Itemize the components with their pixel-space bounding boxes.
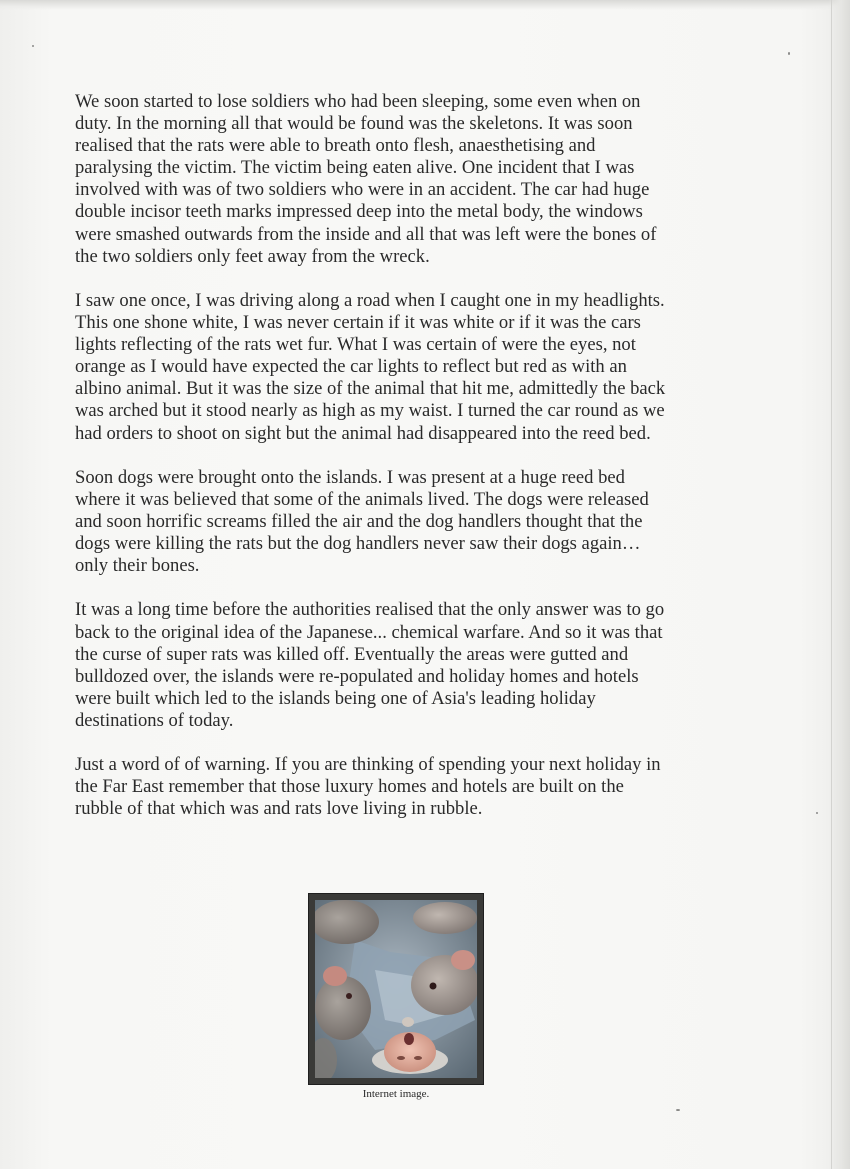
paper-top-edge xyxy=(0,0,850,10)
scan-speck xyxy=(788,52,790,55)
scan-speck xyxy=(676,1109,680,1111)
scan-speck xyxy=(32,45,34,47)
rats-photo xyxy=(315,900,477,1078)
paragraph: It was a long time before the authorities realised that the only answer was to go back to the original idea of the Japanese... chemical warfare. And so it was that the curse of super rats was killed off. Eventually the areas were gutted and bulldozed over, the islands were re-populated and holiday homes and hotels were built which led to the islands being one of Asia's leading holiday destinations of today. xyxy=(75,599,665,731)
rats-photo-image xyxy=(315,900,477,1078)
scan-speck xyxy=(816,812,818,814)
figure-caption: Internet image. xyxy=(362,1088,430,1100)
paragraph: We soon started to lose soldiers who had been sleeping, some even when on duty. In the morning all that would be found was the skeletons. It was soon realised that the rats were able to breath onto flesh, anaesthetising and paralysing the victim. The victim being eaten alive. One incident that I was involved with was of two soldiers who were in an accident. The car had huge double incisor teeth marks impressed deep into the metal body, the windows were smashed outwards from the inside and all that was left were the bones of the two soldiers only feet away from the wreck. xyxy=(75,91,657,267)
paragraph: Just a word of of warning. If you are thinking of spending your next holiday in the Far East remember that those luxury homes and hotels are built on the rubble of that which was and rats love living in rubble. xyxy=(75,754,661,820)
paper-fold-line xyxy=(831,0,832,1169)
document-body xyxy=(75,91,775,843)
rats-photo-frame xyxy=(308,893,484,1085)
paragraph: Soon dogs were brought onto the islands. I was present at a huge reed bed where it was believed that some of the animals lived. The dogs were released and soon horrific screams filled the air and the dog handlers thought that the dogs were killing the rats but the dog handlers never saw their dogs again… only their bones. xyxy=(75,466,649,577)
paragraph: I saw one once, I was driving along a road when I caught one in my headlights. This one shone white, I was never certain if it was white or if it was the cars lights reflecting of the rats wet fur. What I was certain of were the eyes, not orange as I would have expected the car lights to reflect but red as with an albino animal. But it was the size of the animal that hit me, admittedly the back was arched but it stood nearly as high as my waist. I turned the car round as we had orders to shoot on sight but the animal had disappeared into the reed bed. xyxy=(75,289,666,444)
